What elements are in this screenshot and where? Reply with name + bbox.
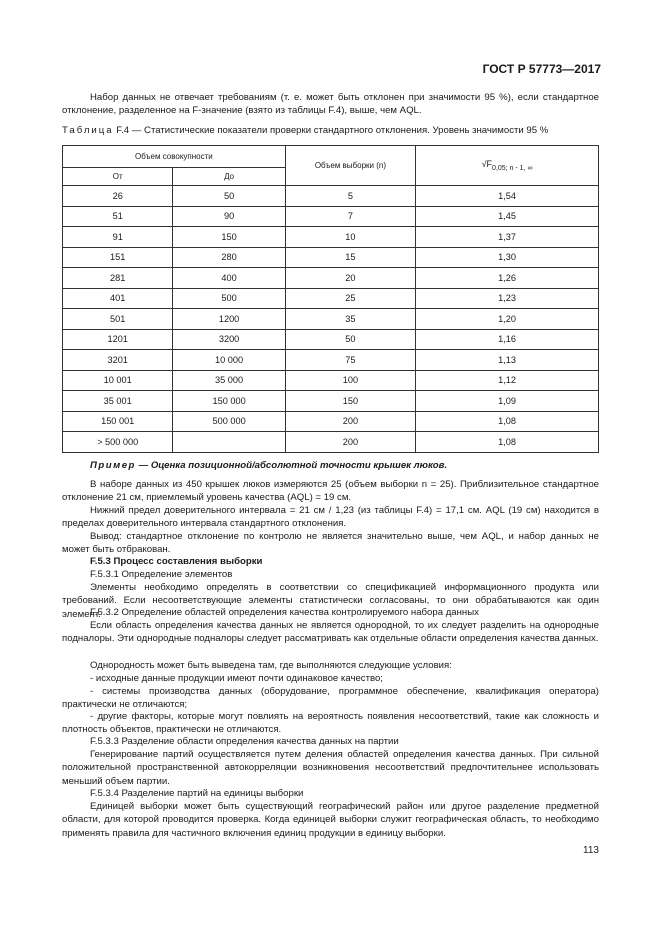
header-f	[416, 146, 599, 186]
table-row	[63, 370, 599, 391]
cell-f: 1,16	[416, 329, 599, 350]
para-f534: Единицей выборки может быть существующий географический район или другое разделение предметной области, для которой проводится проверка. Когда единицей выборки служит географическая область, то необходимо применять правила для частичного включения единиц продукции в единицу выборки.	[62, 801, 599, 839]
cell-sample: 25	[285, 288, 415, 309]
header-sample: Объем выборки (n)	[285, 146, 415, 186]
header-to: До	[173, 168, 285, 186]
cell-from: > 500 000	[63, 432, 173, 453]
cell-to	[173, 432, 285, 453]
cell-to: 35 000	[173, 370, 285, 391]
section-f534: F.5.3.4 Разделение партий на единицы выборки	[90, 788, 304, 799]
cell-from: 281	[63, 268, 173, 289]
header-from: От	[63, 168, 173, 186]
cell-f: 1,08	[416, 411, 599, 432]
cell-from: 3201	[63, 350, 173, 371]
cell-sample: 50	[285, 329, 415, 350]
cell-from: 91	[63, 227, 173, 248]
cell-to: 10 000	[173, 350, 285, 371]
example-heading	[62, 459, 599, 472]
cell-sample: 7	[285, 206, 415, 227]
table-row	[63, 206, 599, 227]
cell-sample: 20	[285, 268, 415, 289]
table-row	[63, 247, 599, 268]
table-row	[63, 227, 599, 248]
table-row	[63, 432, 599, 453]
cell-from: 10 001	[63, 370, 173, 391]
cell-f: 1,45	[416, 206, 599, 227]
example-label: Пример	[90, 460, 136, 471]
cell-from: 401	[63, 288, 173, 309]
cell-f: 1,09	[416, 391, 599, 412]
example-para-2: Нижний предел доверительного интервала = 21 см / 1,23 (из таблицы F.4) = 17,1 см. AQL (19 см) находится в пределах доверительного интервала стандартного отклонения.	[62, 505, 599, 530]
cell-from: 35 001	[63, 391, 173, 412]
cell-f: 1,37	[416, 227, 599, 248]
cell-sample: 35	[285, 309, 415, 330]
table-row	[63, 350, 599, 371]
f-letter: F	[486, 159, 493, 170]
caption-text: F.4 — Статистические показатели проверки стандартного отклонения. Уровень значимости 95 %	[116, 125, 549, 136]
example-title: — Оценка позиционной/абсолютной точности крышек люков.	[135, 460, 448, 471]
list-item-3: - другие факторы, которые могут повлиять на вероятность появления несоответствий, такие как сложность и плотность объектов, практически не отличаются.	[62, 711, 599, 736]
page-number: 113	[583, 845, 599, 856]
section-f531: F.5.3.1 Определение элементов	[90, 569, 233, 580]
cell-to: 3200	[173, 329, 285, 350]
intro-paragraph: Набор данных не отвечает требованиям (т. е. может быть отклонен при значимости 95 %), если стандартное отклонение, разделенное на F-значение (взято из таблицы F.4), выше, чем AQL.	[62, 92, 599, 117]
cell-from: 150 001	[63, 411, 173, 432]
section-f53: F.5.3 Процесс составления выборки	[90, 556, 263, 567]
cell-sample: 200	[285, 411, 415, 432]
cell-f: 1,12	[416, 370, 599, 391]
section-f532: F.5.3.2 Определение областей определения качества контролируемого набора данных	[90, 607, 479, 618]
cell-to: 90	[173, 206, 285, 227]
list-item-2: - системы производства данных (оборудование, программное обеспечение, квалификация оператора) практически не отличаются;	[62, 686, 599, 711]
caption-label: Таблица	[62, 125, 114, 136]
table-row	[63, 391, 599, 412]
table-row	[63, 268, 599, 289]
table-caption	[62, 125, 548, 136]
cell-from: 51	[63, 206, 173, 227]
cell-to: 1200	[173, 309, 285, 330]
example-para-1: В наборе данных из 450 крышек люков измеряются 25 (объем выборки n = 25). Приблизительное стандартное отклонение 21 см, приемлемый уровень качества (AQL) = 19 см.	[62, 479, 599, 504]
cell-f: 1,23	[416, 288, 599, 309]
cell-sample: 200	[285, 432, 415, 453]
cell-f: 1,30	[416, 247, 599, 268]
cell-f: 1,26	[416, 268, 599, 289]
list-item-1: - исходные данные продукции имеют почти одинаковое качество;	[90, 673, 383, 684]
cell-to: 500	[173, 288, 285, 309]
cell-f: 1,13	[416, 350, 599, 371]
table-row	[63, 411, 599, 432]
section-f533: F.5.3.3 Разделение области определения качества данных на партии	[90, 736, 399, 747]
table-row	[63, 329, 599, 350]
f4-table	[62, 145, 599, 453]
header-population: Объем совокупности	[63, 146, 286, 168]
cell-f: 1,54	[416, 186, 599, 207]
cell-f: 1,20	[416, 309, 599, 330]
cell-to: 150 000	[173, 391, 285, 412]
table-row	[63, 288, 599, 309]
cell-to: 150	[173, 227, 285, 248]
cell-from: 26	[63, 186, 173, 207]
cell-from: 501	[63, 309, 173, 330]
cell-sample: 75	[285, 350, 415, 371]
cell-f: 1,08	[416, 432, 599, 453]
document-header: ГОСТ Р 57773—2017	[482, 62, 601, 76]
cell-to: 500 000	[173, 411, 285, 432]
cell-to: 50	[173, 186, 285, 207]
cell-sample: 10	[285, 227, 415, 248]
cell-sample: 15	[285, 247, 415, 268]
table-body	[63, 186, 599, 453]
cell-sample: 150	[285, 391, 415, 412]
table-row	[63, 186, 599, 207]
para-f533: Генерирование партий осуществляется путем деления областей определения качества данных. При сильной положительной пространственной автокорреляции возникновения несоответствий предпочтительнее использовать меньший объем партии.	[62, 749, 599, 787]
para-f531: Элементы необходимо определять в соответствии со спецификацией информационного продукта или требований. Если несоответствующие элементы статистически согласованы, то они обрабатываются как один элемент.	[62, 582, 599, 620]
example-para-3: Вывод: стандартное отклонение по контролю не является значительно выше, чем AQL, и набор данных не может быть отбракован.	[62, 531, 599, 556]
cell-sample: 5	[285, 186, 415, 207]
sqrt-icon: $√F_{0,05; n - 1, \infty}$	[481, 159, 533, 172]
cell-from: 151	[63, 247, 173, 268]
cell-to: 400	[173, 268, 285, 289]
f-subscript: 0,05; n - 1, ∞	[492, 164, 533, 172]
para-f532a: Если область определения качества данных не является однородной, то их следует разделить на однородные подналоры. Эти однородные подналоры следует рассматривать как отдельные области определения качества данных.	[62, 620, 599, 645]
cell-sample: 100	[285, 370, 415, 391]
cell-from: 1201	[63, 329, 173, 350]
cell-to: 280	[173, 247, 285, 268]
table-row	[63, 309, 599, 330]
para-f532b: Однородность может быть выведена там, где выполняются следующие условия:	[90, 660, 452, 671]
